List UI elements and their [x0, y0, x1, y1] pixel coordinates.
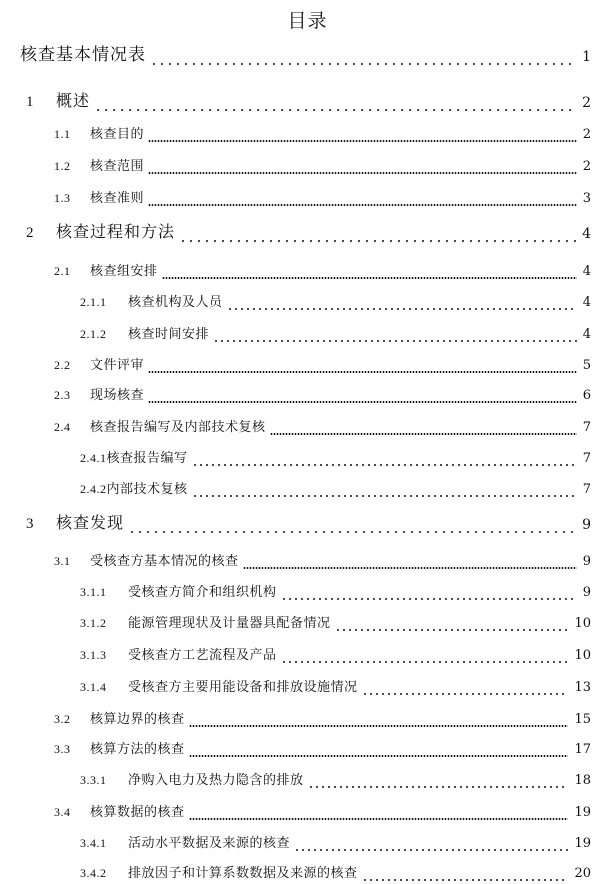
toc-dot-leader	[148, 401, 577, 403]
toc-entry-number: 3.1	[54, 554, 71, 568]
toc-entry-text: 概述	[56, 91, 91, 110]
toc-page-number: 4	[582, 327, 591, 342]
toc-dot-leader	[148, 172, 577, 174]
toc-entry-number: 3.2	[54, 712, 71, 726]
toc-title: 目录	[287, 10, 328, 32]
toc-entry-label	[80, 447, 188, 466]
toc-entry-text: 核算数据的核查	[90, 805, 185, 820]
toc-entry-number: 1.2	[54, 159, 71, 173]
toc-entry-number: 1	[26, 94, 35, 110]
toc-entry[interactable]	[0, 157, 615, 177]
toc-entry-number: 3.1.1	[80, 585, 107, 599]
toc-entry-text: 受核查方工艺流程及产品	[128, 648, 277, 663]
toc-entry-text: 核查发现	[56, 513, 125, 532]
toc-entry-label	[54, 123, 144, 142]
toc-dot-leader	[192, 495, 577, 497]
toc-entry-label	[80, 323, 209, 342]
toc-entry[interactable]	[0, 646, 615, 666]
toc-entry[interactable]	[0, 262, 615, 282]
toc-entry-text: 核查组安排	[90, 264, 158, 279]
toc-entry-number: 3.3.1	[80, 773, 107, 787]
toc-entry-number: 3	[26, 516, 35, 532]
toc-dot-leader	[128, 531, 576, 533]
toc-entry-number: 2.2	[54, 358, 71, 372]
toc-entry-number: 3.4	[54, 805, 71, 819]
toc-entry[interactable]	[0, 386, 615, 406]
toc-entry-text: 核查目的	[90, 127, 145, 142]
toc-page-number: 6	[582, 388, 591, 403]
toc-page-number: 20	[574, 866, 591, 881]
toc-page-number: 18	[574, 773, 591, 788]
toc-entry-number: 2.1.1	[80, 295, 107, 309]
toc-dot-leader	[227, 308, 577, 310]
toc-entry[interactable]	[0, 480, 615, 500]
toc-entry-text: 现场核查	[90, 388, 145, 403]
toc-entry-label	[54, 416, 266, 435]
toc-dot-leader	[335, 629, 568, 631]
toc-dot-leader	[213, 340, 577, 342]
toc-page-number: 9	[582, 585, 591, 600]
toc-entry-text: 内部技术复核	[106, 482, 188, 497]
toc-entry-number: 3.3	[54, 742, 71, 756]
toc-entry-label	[26, 219, 175, 242]
toc-entry-number: 3.1.4	[80, 680, 107, 694]
toc-dot-leader	[162, 277, 577, 279]
toc-entry-number: 2.1.2	[80, 327, 107, 341]
toc-entry-label	[80, 832, 290, 851]
toc-entry-label	[80, 676, 358, 695]
toc-page-number: 10	[574, 648, 591, 663]
toc-entry-label	[54, 260, 158, 279]
toc-page-number: 3	[582, 191, 591, 206]
toc-entry[interactable]	[0, 771, 615, 791]
toc-entry[interactable]	[0, 125, 615, 145]
toc-dot-leader	[148, 140, 577, 142]
toc-entry-label	[54, 708, 185, 727]
toc-dot-leader	[281, 661, 568, 663]
toc-dot-leader	[243, 567, 577, 569]
toc-entry-label	[54, 738, 185, 757]
toc-entry-number: 3.1.2	[80, 616, 107, 630]
toc-entry-label	[80, 862, 358, 881]
toc-entry-text: 核查基本情况表	[20, 45, 146, 65]
toc-page-number: 1	[582, 49, 591, 65]
toc-dot-leader	[189, 725, 568, 727]
toc-entry[interactable]	[0, 614, 615, 634]
toc-entry-number: 1.1	[54, 127, 71, 141]
toc-dot-leader	[362, 693, 568, 695]
toc-entry-text: 核查时间安排	[128, 327, 210, 342]
toc-entry-label	[26, 88, 90, 111]
toc-dot-leader	[150, 63, 576, 65]
toc-entry[interactable]	[0, 864, 615, 884]
toc-dot-leader	[270, 433, 577, 435]
toc-entry-text: 核查机构及人员	[128, 295, 223, 310]
toc-entry-number: 2.4.1	[80, 451, 107, 465]
toc-page-number: 4	[582, 264, 591, 279]
toc-page-number: 4	[582, 226, 591, 242]
toc-entry-number: 2.4	[54, 420, 71, 434]
toc-entry-label	[80, 769, 304, 788]
toc-page-number: 2	[582, 127, 591, 142]
toc-page-number: 2	[582, 95, 591, 111]
toc-entry[interactable]	[0, 189, 615, 209]
toc-entry-text: 文件评审	[90, 358, 145, 373]
toc-page-number: 17	[574, 742, 591, 757]
toc-entry-label	[80, 581, 277, 600]
toc-dot-leader	[294, 849, 568, 851]
toc-page-number: 5	[582, 358, 591, 373]
toc-entry-text: 能源管理现状及计量器具配备情况	[128, 616, 331, 631]
toc-entry-number: 2.4.2	[80, 482, 107, 496]
toc-page-number: 2	[582, 159, 591, 174]
toc-dot-leader	[281, 598, 577, 600]
toc-entry[interactable]	[0, 803, 615, 823]
toc-entry[interactable]	[0, 418, 615, 438]
toc-entry-number: 2.3	[54, 388, 71, 402]
toc-dot-leader	[189, 818, 568, 820]
toc-dot-leader	[179, 240, 576, 242]
toc-entry-label	[54, 550, 239, 569]
toc-entry-label	[80, 291, 223, 310]
toc-entry-number: 1.3	[54, 191, 71, 205]
toc-entry-text: 核查范围	[90, 159, 145, 174]
toc-entry-text: 核查准则	[90, 191, 145, 206]
toc-entry-number: 3.4.2	[80, 866, 107, 880]
toc-entry[interactable]	[0, 293, 615, 313]
toc-entry-label	[54, 384, 144, 403]
toc-entry-number: 3.4.1	[80, 836, 107, 850]
toc-entry-label	[20, 40, 146, 65]
toc-entry-text: 核查报告编写	[106, 451, 188, 466]
toc-entry-label	[80, 612, 331, 631]
toc-entry-text: 核查过程和方法	[56, 222, 176, 241]
toc-dot-leader	[189, 755, 568, 757]
toc-entry-label	[54, 155, 144, 174]
toc-page-number: 13	[574, 680, 591, 695]
toc-dot-leader	[362, 879, 568, 881]
toc-page-number: 4	[582, 295, 591, 310]
toc-page-number: 15	[574, 712, 591, 727]
toc-entry[interactable]	[0, 710, 615, 730]
toc-entry[interactable]	[0, 583, 615, 603]
toc-entry[interactable]	[0, 325, 615, 345]
toc-entry-text: 核查报告编写及内部技术复核	[90, 420, 266, 435]
toc-entry-label	[54, 801, 185, 820]
toc-entry-text: 受核查方简介和组织机构	[128, 585, 277, 600]
toc-entry[interactable]	[0, 222, 615, 245]
toc-entry[interactable]	[0, 91, 615, 114]
toc-entry-label	[26, 510, 124, 533]
toc-entry[interactable]	[0, 449, 615, 469]
toc-page-number: 7	[582, 482, 591, 497]
toc-entry[interactable]	[0, 552, 615, 572]
toc-dot-leader	[148, 204, 577, 206]
toc-dot-leader	[308, 786, 568, 788]
toc-entry-text: 核算方法的核查	[90, 742, 185, 757]
toc-entry-text: 受核查方基本情况的核查	[90, 554, 239, 569]
toc-entry-label	[80, 478, 188, 497]
toc-entry[interactable]	[0, 740, 615, 760]
toc-entry-number: 3.1.3	[80, 648, 107, 662]
toc-entry-text: 净购入电力及热力隐含的排放	[128, 773, 304, 788]
toc-page-number: 9	[582, 517, 591, 533]
toc-page-number: 10	[574, 616, 591, 631]
toc-dot-leader	[94, 109, 576, 111]
toc-entry-number: 2	[26, 225, 35, 241]
toc-entry-label	[54, 187, 144, 206]
toc-dot-leader	[148, 371, 577, 373]
toc-entry-text: 受核查方主要用能设备和排放设施情况	[128, 680, 358, 695]
toc-entry-text: 核算边界的核查	[90, 712, 185, 727]
toc-page-number: 19	[574, 836, 591, 851]
toc-entry[interactable]	[0, 678, 615, 698]
toc-entry-text: 活动水平数据及来源的核查	[128, 836, 291, 851]
toc-dot-leader	[192, 464, 577, 466]
toc-entry-text: 排放因子和计算系数数据及来源的核查	[128, 866, 358, 881]
toc-entry-label	[54, 354, 144, 373]
toc-page-number: 19	[574, 805, 591, 820]
toc-entry-label	[80, 644, 277, 663]
toc-page-number: 9	[582, 554, 591, 569]
toc-entry[interactable]	[0, 834, 615, 854]
toc-entry[interactable]	[0, 356, 615, 376]
toc-entry[interactable]	[0, 45, 615, 68]
toc-entry-number: 2.1	[54, 264, 71, 278]
toc-page-number: 7	[582, 451, 591, 466]
toc-entry[interactable]	[0, 513, 615, 536]
toc-page-number: 7	[582, 420, 591, 435]
